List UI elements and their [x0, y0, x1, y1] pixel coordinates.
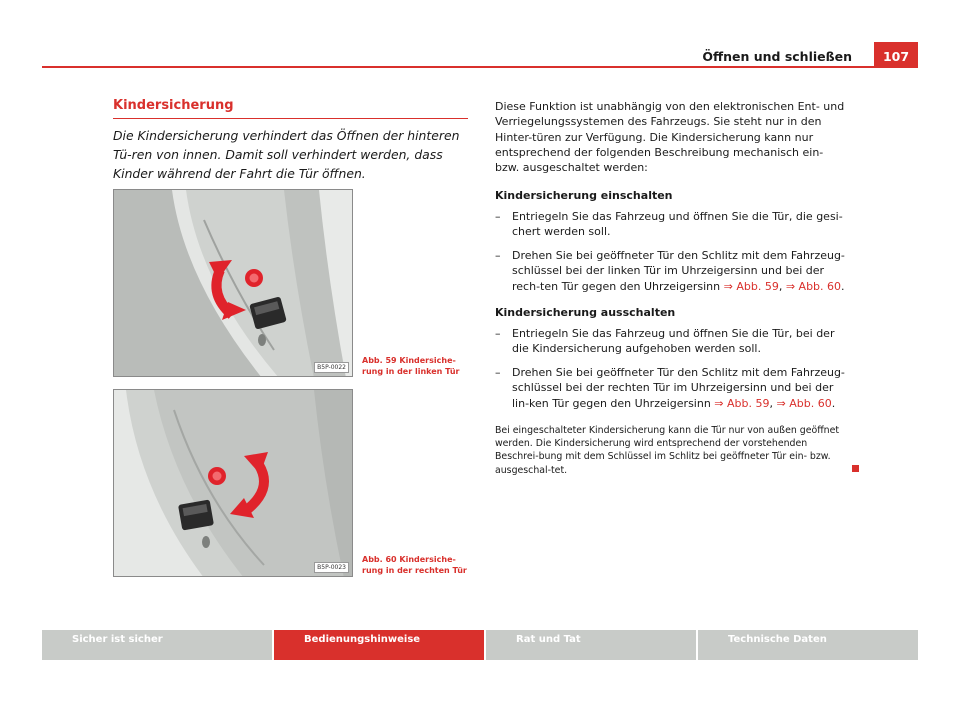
- figure-60-link[interactable]: ⇒ Abb. 60: [776, 396, 832, 410]
- footer-tab-bedienungshinweise[interactable]: Bedienungshinweise: [274, 630, 484, 660]
- door-illustration-left: [114, 190, 353, 377]
- section-intro: Die Kindersicherung verhindert das Öffnen der hinteren Tü-ren von innen. Damit soll verhindert werden, dass Kinder während der Fahrt die Tür öffnen.: [113, 128, 460, 181]
- section-end-marker: [852, 465, 859, 472]
- figure-60-link[interactable]: ⇒ Abb. 60: [785, 279, 842, 293]
- figure-59-link[interactable]: ⇒ Abb. 59: [714, 396, 770, 410]
- list-item-text: [495, 365, 845, 411]
- list-item: [495, 326, 845, 357]
- footer-tab-technische-daten[interactable]: Technische Daten: [698, 630, 918, 660]
- footer-nav: [42, 630, 918, 660]
- page-number: 107: [874, 42, 918, 68]
- section-rule: [113, 118, 468, 119]
- list-item-body: Drehen Sie bei geöffneter Tür den Schlitz mit dem Fahrzeug-schlüssel bei der linken Tür im Uhrzeigersinn und bei der rech-ten Tür gegen den Uhrzeigersinn: [512, 249, 845, 293]
- figure-59-link[interactable]: ⇒ Abb. 59: [723, 279, 779, 293]
- ref-separator: ,: [778, 279, 786, 293]
- figure-59-caption: Abb. 59 Kindersiche-rung in der linken Tür: [362, 356, 460, 376]
- figure-59-image: [113, 189, 353, 377]
- list-dash: –: [495, 210, 501, 223]
- list-item: [495, 209, 845, 240]
- running-header-title: Öffnen und schließen: [702, 49, 852, 64]
- figure-code: B5P-0022: [314, 362, 349, 373]
- ref-end: .: [831, 396, 836, 410]
- section-title: Kindersicherung: [113, 98, 234, 113]
- list-item: [495, 248, 845, 294]
- list-dash: –: [495, 249, 501, 262]
- list-dash: –: [495, 327, 501, 340]
- list-item-body: Drehen Sie bei geöffneter Tür den Schlitz mit dem Fahrzeug-schlüssel bei der rechten Tür im Uhrzeigersinn und bei der lin-ken Tür gegen den Uhrzeigersinn: [512, 366, 845, 410]
- note-paragraph: Bei eingeschalteter Kindersicherung kann die Tür nur von außen geöffnet werden. Die Kindersicherung wird entsprechend der vorstehenden Beschrei-bung mit dem Schlüssel im Schlitz bei geöffneter Tür ein- bzw. ausgeschal-tet.: [495, 425, 840, 476]
- ref-end: .: [841, 279, 845, 293]
- list-dash: –: [495, 366, 501, 379]
- door-illustration-right: [114, 390, 353, 577]
- header-rule: [42, 66, 918, 68]
- figure-60-image: [113, 389, 353, 577]
- body-paragraph: Diese Funktion ist unabhängig von den elektronischen Ent- und Verriegelungssystemen des Fahrzeugs. Sie steht nur in den Hinter-türen zur Verfügung. Die Kindersicherung kann nur entsprechend der folgenden Beschreibung mechanisch ein- bzw. ausgeschaltet werden:: [495, 100, 845, 175]
- subheading-enable: Kindersicherung einschalten: [495, 189, 673, 202]
- footer-tab-rat-und-tat[interactable]: Rat und Tat: [486, 630, 696, 660]
- footer-tab-sicher-ist-sicher[interactable]: Sicher ist sicher: [42, 630, 272, 660]
- list-item-text: Entriegeln Sie das Fahrzeug und öffnen Sie die Tür, die gesi-chert werden soll.: [512, 210, 843, 239]
- list-item-text: Entriegeln Sie das Fahrzeug und öffnen Sie die Tür, bei der die Kindersicherung aufgehoben werden soll.: [512, 327, 835, 356]
- list-item: [495, 365, 845, 411]
- figure-code: B5P-0023: [314, 562, 349, 573]
- list-item-text: [495, 248, 845, 294]
- subheading-disable: Kindersicherung ausschalten: [495, 306, 676, 319]
- ref-separator: ,: [769, 396, 777, 410]
- figure-60-caption: Abb. 60 Kindersiche-rung in der rechten Tür: [362, 555, 467, 575]
